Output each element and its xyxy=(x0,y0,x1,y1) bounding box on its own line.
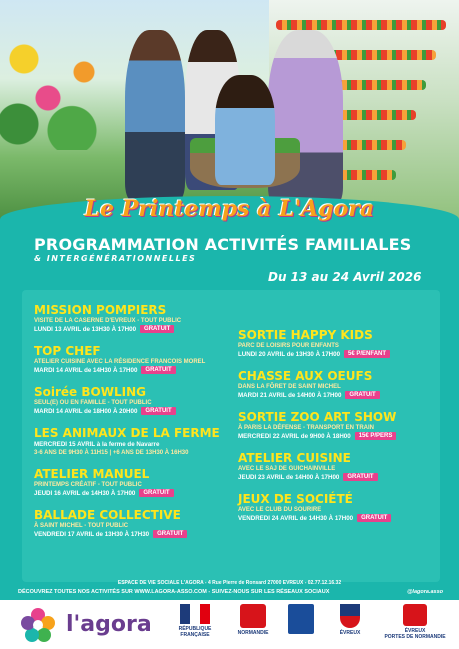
activity-title: SORTIE HAPPY KIDS xyxy=(238,328,373,342)
activity-item xyxy=(238,328,438,359)
activity-title: ATELIER MANUEL xyxy=(34,467,150,481)
activity-item xyxy=(34,508,224,539)
family-man xyxy=(125,30,185,200)
activity-title: CHASSE AUX OEUFS xyxy=(238,369,373,383)
footer-web-text: DÉCOUVREZ TOUTES NOS ACTIVITÉS SUR WWW.LAGORA-ASSO.COM - SUIVEZ-NOUS SUR LES RÉSEAUX SOCIAUX xyxy=(18,589,330,595)
logo-eure xyxy=(286,604,316,636)
activity-item xyxy=(34,426,224,457)
activity-subtitle: ATELIER CUISINE AVEC LA RÉSIDENCE FRANCOIS MOREL xyxy=(34,359,206,365)
instagram-handle[interactable]: @lagora.asso xyxy=(407,589,443,595)
activity-subtitle: VISITE DE LA CASERNE D'EVREUX - TOUT PUBLIC xyxy=(34,318,182,324)
family-child xyxy=(215,75,275,185)
activity-date: MERCREDI 22 AVRIL de 9H00 À 18H00 xyxy=(238,433,351,440)
footer-web xyxy=(18,589,443,595)
activity-date: JEUDI 16 AVRIL de 14H30 À 17H00 xyxy=(34,490,136,497)
activity-item xyxy=(238,451,438,482)
activity-subtitle: À PARIS LA DÉFENSE - TRANSPORT EN TRAIN xyxy=(238,425,375,431)
activity-title: LES ANIMAUX DE LA FERME xyxy=(34,426,220,440)
agora-logo-text: l'agora xyxy=(66,612,152,637)
activity-date: MARDI 14 AVRIL de 14H30 À 17H00 xyxy=(34,367,138,374)
activity-subtitle: PARC DE LOISIRS POUR ENFANTS xyxy=(238,343,339,349)
eure-emblem-icon xyxy=(288,604,314,634)
marianne-icon xyxy=(180,604,210,624)
subtitle: PROGRAMMATION ACTIVITÉS FAMILIALES xyxy=(34,235,412,254)
activity-date: MARDI 21 AVRIL de 14H00 À 17H00 xyxy=(238,392,342,399)
logo-republique: RÉPUBLIQUE FRANÇAISE xyxy=(165,604,225,638)
activity-date: MARDI 14 AVRIL de 18H00 À 20H00 xyxy=(34,408,138,415)
activity-item xyxy=(34,467,224,498)
activity-age-groups: 3-6 ANS DE 9H30 À 11H15 | +6 ANS DE 13H30 À 16H30 xyxy=(34,450,189,456)
evreux-portes-icon xyxy=(403,604,427,626)
activity-title: BALLADE COLLECTIVE xyxy=(34,508,181,522)
activity-date: VENDREDI 24 AVRIL de 14H30 À 17H00 xyxy=(238,515,354,522)
price-badge: GRATUIT xyxy=(343,473,377,481)
hero-photo xyxy=(0,0,459,225)
activities-right-column xyxy=(238,328,438,533)
price-badge: GRATUIT xyxy=(139,489,173,497)
activity-title: SORTIE ZOO ART SHOW xyxy=(238,410,397,424)
price-badge: GRATUIT xyxy=(141,407,175,415)
activity-item xyxy=(238,410,438,441)
activity-title: Soirée BOWLING xyxy=(34,385,146,399)
activity-item xyxy=(238,369,438,400)
flowers-decoration xyxy=(0,20,120,150)
main-title: Le Printemps à L'Agora xyxy=(84,196,375,222)
activity-date: MERCREDI 15 AVRIL à la ferme de Navarre xyxy=(34,441,160,448)
activity-subtitle: AVEC LE SAJ DE GUICHAINVILLE xyxy=(238,466,336,472)
activities-left-column xyxy=(34,303,224,549)
activity-subtitle: À SAINT MICHEL - TOUT PUBLIC xyxy=(34,523,129,529)
activity-subtitle: PRINTEMPS CRÉATIF - TOUT PUBLIC xyxy=(34,482,142,488)
activity-date: JEUDI 23 AVRIL de 14H00 À 17H00 xyxy=(238,474,340,481)
activity-subtitle: SEUL(E) OU EN FAMILLE - TOUT PUBLIC xyxy=(34,400,152,406)
price-badge: GRATUIT xyxy=(140,325,174,333)
date-range: Du 13 au 24 Avril 2026 xyxy=(268,270,422,284)
normandy-lions-icon xyxy=(240,604,266,628)
logo-evreux-portes: ÉVREUX PORTES DE NORMANDIE xyxy=(380,604,450,640)
subtitle-intergenerational: & INTERGÉNÉRATIONNELLES xyxy=(34,254,197,263)
activity-item xyxy=(238,492,438,523)
activity-title: ATELIER CUISINE xyxy=(238,451,351,465)
activity-item xyxy=(34,385,224,416)
price-badge: GRATUIT xyxy=(141,366,175,374)
activity-date: VENDREDI 17 AVRIL de 13H30 À 17H30 xyxy=(34,531,150,538)
activity-subtitle: AVEC LE CLUB DU SOURIRE xyxy=(238,507,322,513)
activity-title: MISSION POMPIERS xyxy=(34,303,167,317)
agora-flower-icon xyxy=(18,605,58,645)
activity-item xyxy=(34,344,224,375)
price-badge: 5€ P/ENFANT xyxy=(344,350,390,358)
footer-address: ESPACE DE VIE SOCIALE L'AGORA - 4 Rue Pierre de Ronsard 27000 EVREUX - 02.77.12.16.32 xyxy=(117,580,342,586)
activity-date: LUNDI 13 AVRIL de 13H30 À 17H00 xyxy=(34,326,137,333)
price-badge: GRATUIT xyxy=(357,514,391,522)
price-badge: 15€ P/PERS xyxy=(355,432,397,440)
price-badge: GRATUIT xyxy=(345,391,379,399)
activity-date: LUNDI 20 AVRIL de 13H30 À 17H00 xyxy=(238,351,341,358)
evreux-shield-icon xyxy=(340,604,360,628)
logo-evreux: ÉVREUX xyxy=(330,604,370,636)
activity-subtitle: DANS LA FÔRET DE SAINT MICHEL xyxy=(238,384,341,390)
activity-item xyxy=(34,303,224,334)
activity-title: JEUX DE SOCIÉTÉ xyxy=(238,492,353,506)
activity-title: TOP CHEF xyxy=(34,344,101,358)
price-badge: GRATUIT xyxy=(153,530,187,538)
logo-region-normandie: NORMANDIE xyxy=(232,604,274,636)
